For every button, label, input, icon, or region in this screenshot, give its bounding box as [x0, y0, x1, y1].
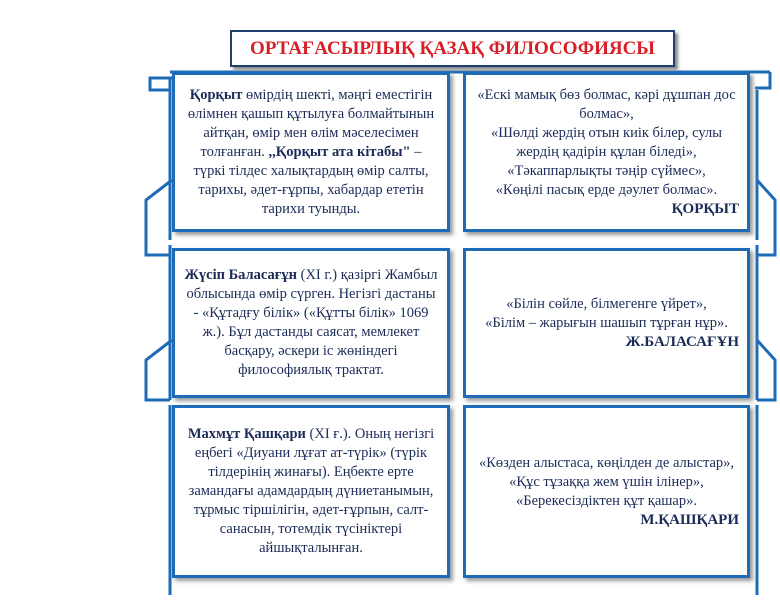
quote: «Құс тұзаққа жем үшін ілінер»,: [509, 473, 704, 490]
quote: «Көзден алыстаса, көңілден де алыстар»,: [478, 454, 735, 471]
bio-text: – түркі тілдес халықтардың өмір салты, тарихы, әдет-ғұрпы, хабардар ететін тарихи туынды.: [193, 143, 429, 217]
bio-text: өмірдің шекті, мәңгі еместігін өлімнен қашып құтылуға болмайтынын айтқан, өмір мен өлім мәселесімен толғанған.: [187, 86, 435, 160]
kashgari-quotes-box: [463, 405, 750, 578]
person-name: Қорқыт: [189, 86, 243, 103]
korkyt-bio-box: [172, 72, 450, 232]
signature: М.ҚАШҚАРИ: [640, 511, 739, 528]
signature: ҚОРҚЫТ: [671, 200, 739, 217]
balasagun-bio-box: [172, 248, 450, 398]
quote: «Шөлді жердің отын киік білер, сулы жердің қадірін құлан біледі»,: [491, 124, 722, 160]
balasagun-quotes-box: [463, 248, 750, 398]
quote: «Білім – жарығын шашып тұрған нұр».: [485, 314, 728, 331]
signature: Ж.БАЛАСАҒҰН: [625, 333, 739, 350]
bio-text: (XI г.) қазіргі Жамбыл облысында өмір сүрген. Негізгі дастаны - «Құтадғу білік» («Құтты білік» 1069 ж.). Бұл дастанды саясат, мемлекет басқару, әскери іс жөніндегі философиялық трактат.: [186, 267, 438, 378]
quote: «Тәкаппарлықты тәңір сүймес»,: [507, 162, 706, 179]
person-name: Махмұт Қашқари: [187, 426, 306, 442]
korkyt-quotes-box: [463, 72, 750, 232]
kashgari-bio-box: [172, 405, 450, 578]
page-title: ОРТАҒАСЫРЛЫҚ ҚАЗАҚ ФИЛОСОФИЯСЫ: [230, 30, 675, 67]
quote: «Көңілі пасық ерде дәулет болмас».: [495, 181, 718, 198]
book-title: ,,Қорқыт ата кітабы": [268, 143, 411, 160]
person-name: Жүсіп Баласағұн: [184, 267, 297, 283]
quote: «Берекесіздіктен құт қашар».: [516, 492, 697, 509]
bio-text: (XI ғ.). Оның негізгі еңбегі «Диуани лұғат ат-түрік» (түрік тілдерінің жинағы). Еңбекте ерте замандағы адамдардың дүниетанымын, тұрмыс тіршілігін, әдет-ғұрпын, салт-санасын, тотемдік түсініктері айшықталынған.: [188, 426, 435, 556]
quote: «Білін сөйле, білмегенге үйрет»,: [506, 295, 707, 312]
quote: «Ескі мамық бөз болмас, кәрі дұшпан дос болмас»,: [477, 86, 736, 122]
